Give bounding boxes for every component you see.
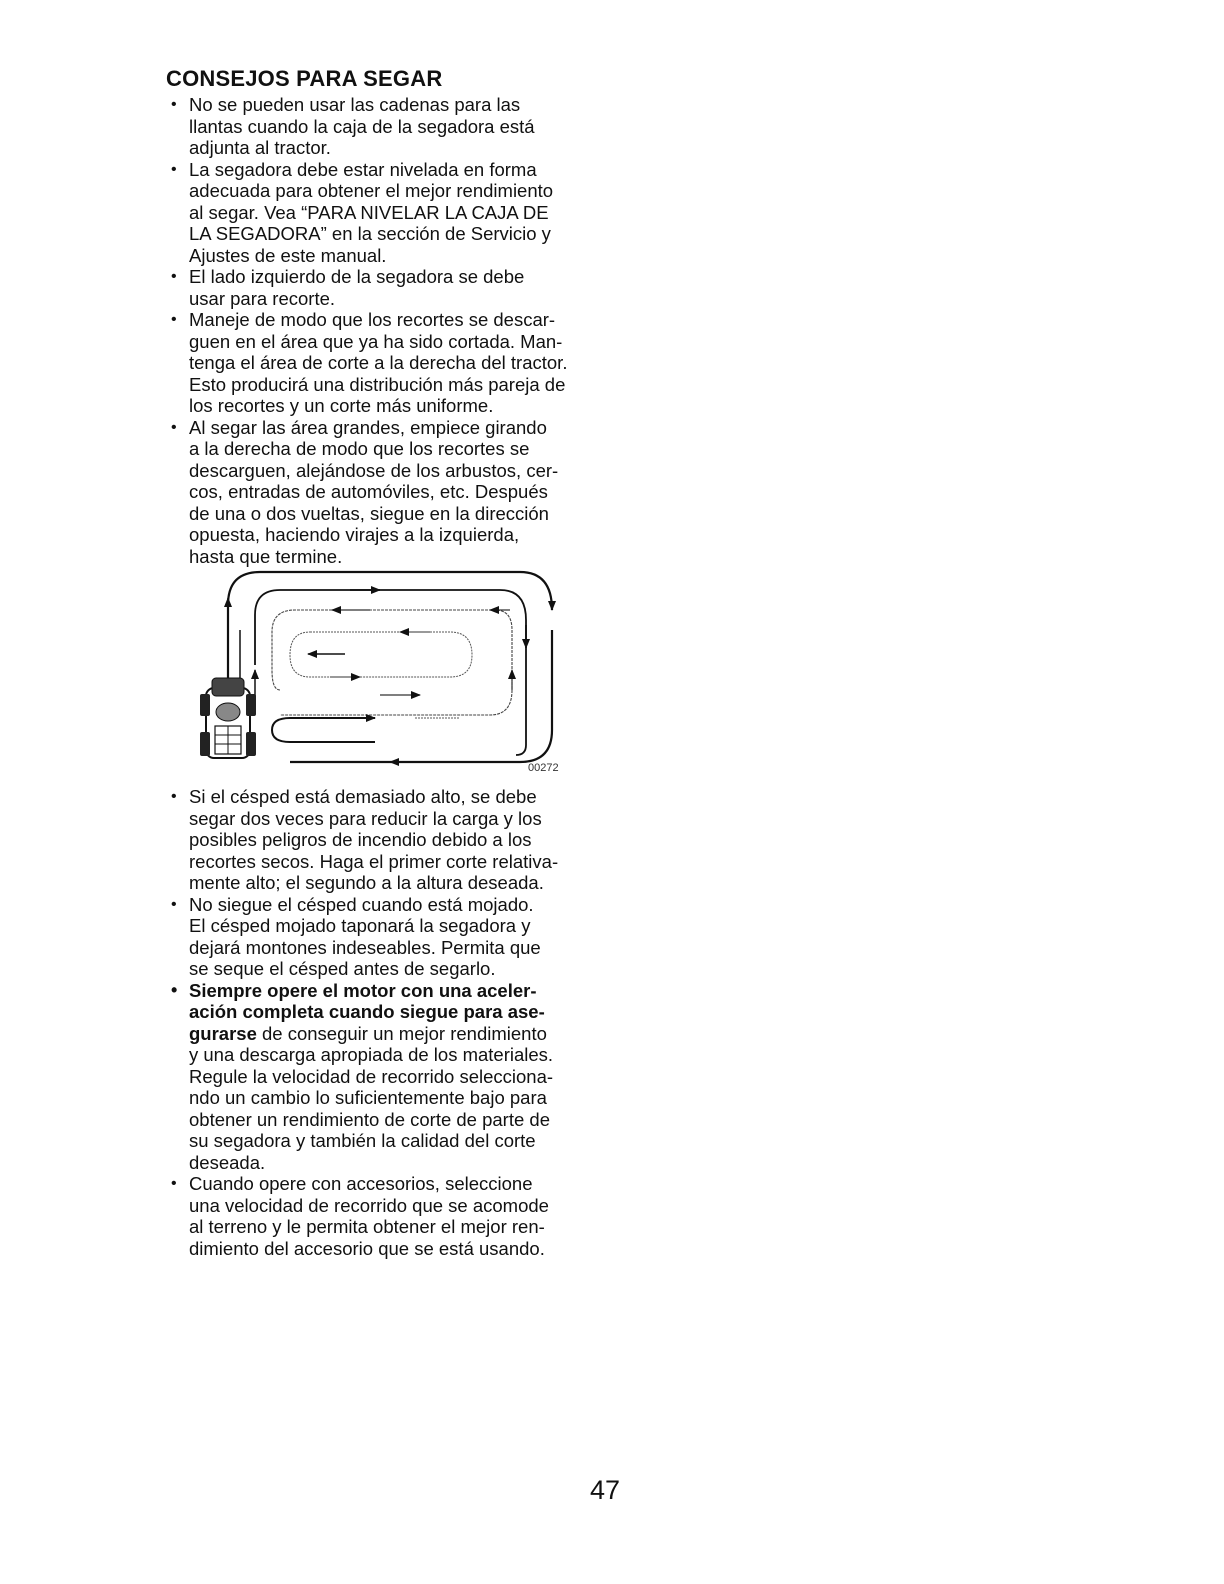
page-number: 47 <box>590 1475 621 1505</box>
text-line: dejará montones indeseables. Permita que <box>189 936 541 958</box>
text-line: llantas cuando la caja de la segadora está <box>189 115 535 137</box>
text-line: • Cuando opere con accesorios, seleccione <box>189 1173 533 1194</box>
text-line: segar dos veces para reducir la carga y los <box>189 807 542 829</box>
tips-list-2 <box>166 786 606 1259</box>
right-pass-path <box>390 630 552 762</box>
text-line: descarguen, alejándose de los arbustos, cer- <box>189 459 559 481</box>
tip-item <box>166 417 606 568</box>
tips-list-1 <box>166 94 606 567</box>
text-line: • No se pueden usar las cadenas para las <box>189 94 521 115</box>
text-line: • Al segar las área grandes, empiece girando <box>189 416 547 438</box>
tip-item <box>166 786 606 894</box>
text-line: guen en el área que ya ha sido cortada. Man- <box>189 330 563 352</box>
text-line: usar para recorte. <box>189 287 336 309</box>
tip-item-bold <box>166 980 606 1174</box>
text-line: una velocidad de recorrido que se acomode <box>189 1194 549 1216</box>
text-line: posibles peligros de incendio debido a los <box>189 829 532 850</box>
text-line: obtener un rendimiento de corte de parte de <box>189 1108 550 1130</box>
tip-item <box>166 1173 606 1259</box>
tip-item <box>166 894 606 980</box>
mixed-line <box>189 1023 606 1045</box>
text-line: tenga el área de corte a la derecha del tractor. <box>189 352 568 373</box>
tip-item <box>166 94 606 159</box>
text-line: recortes secos. Haga el primer corte relativa- <box>189 850 559 872</box>
text-line: cos, entradas de automóviles, etc. Después <box>189 481 548 502</box>
figure-id: 00272 <box>528 762 559 774</box>
text-line: deseada. <box>189 1151 266 1173</box>
text-line: • No siegue el césped cuando está mojado. <box>189 893 534 915</box>
text-line: adecuada para obtener el mejor rendimiento <box>189 180 554 201</box>
tip-item <box>166 159 606 267</box>
text-line: • Si el césped está demasiado alto, se debe <box>189 786 537 807</box>
text-line: dimiento del accesorio que se está usando. <box>189 1237 545 1259</box>
mowing-pattern-figure <box>200 570 570 778</box>
text-line: se seque el césped antes de segarlo. <box>189 958 496 979</box>
text-line: al terreno y le permita obtener el mejor ren- <box>189 1216 545 1237</box>
text-line: El césped mojado taponará la segadora y <box>189 915 531 936</box>
text-line: opuesta, haciendo virajes a la izquierda, <box>189 524 520 545</box>
text-line: y una descarga apropiada de los materiales. <box>189 1044 554 1065</box>
text-line: • El lado izquierdo de la segadora se debe <box>189 266 525 287</box>
text-line: LA SEGADORA” en la sección de Servicio y <box>189 223 551 244</box>
text-line: mente alto; el segundo a la altura deseada. <box>189 872 544 893</box>
text-line: adjunta al tractor. <box>189 137 331 158</box>
text-line: • La segadora debe estar nivelada en forma <box>189 158 537 180</box>
outer-pass-path <box>228 572 552 680</box>
tip-item <box>166 309 606 417</box>
text-line: los recortes y un corte más uniforme. <box>189 395 494 416</box>
bold-line: ación completa cuando siegue para ase- <box>189 1001 545 1022</box>
text-line: hasta que termine. <box>189 545 343 567</box>
text-line: a la derecha de modo que los recortes se <box>189 438 530 459</box>
bold-line: • Siempre opere el motor con una aceler- <box>189 979 537 1001</box>
tractor-icon <box>200 678 256 758</box>
content-column-2 <box>166 786 606 1259</box>
text-line: de una o dos vueltas, siegue en la dirección <box>189 502 549 524</box>
mowing-pattern-diagram <box>200 570 570 778</box>
tip-item <box>166 266 606 309</box>
section-title: CONSEJOS PARA SEGAR <box>166 66 443 91</box>
text-line: Regule la velocidad de recorrido selecciona- <box>189 1065 554 1087</box>
start-loop-path <box>272 718 375 742</box>
bold-word: gurarse <box>189 1022 257 1044</box>
text-line: al segar. Vea “PARA NIVELAR LA CAJA DE <box>189 201 549 223</box>
text-line: Ajustes de este manual. <box>189 244 387 266</box>
inner-pass-path <box>272 610 512 715</box>
text-line: su segadora y también la calidad del corte <box>189 1130 536 1151</box>
text-fragment: de conseguir un mejor rendimiento <box>256 1022 547 1044</box>
text-line: • Maneje de modo que los recortes se descar- <box>189 309 556 330</box>
text-line: Esto producirá una distribución más pareja de <box>189 373 566 395</box>
content-column <box>166 66 606 567</box>
text-line: ndo un cambio lo suficientemente bajo para <box>189 1087 547 1108</box>
